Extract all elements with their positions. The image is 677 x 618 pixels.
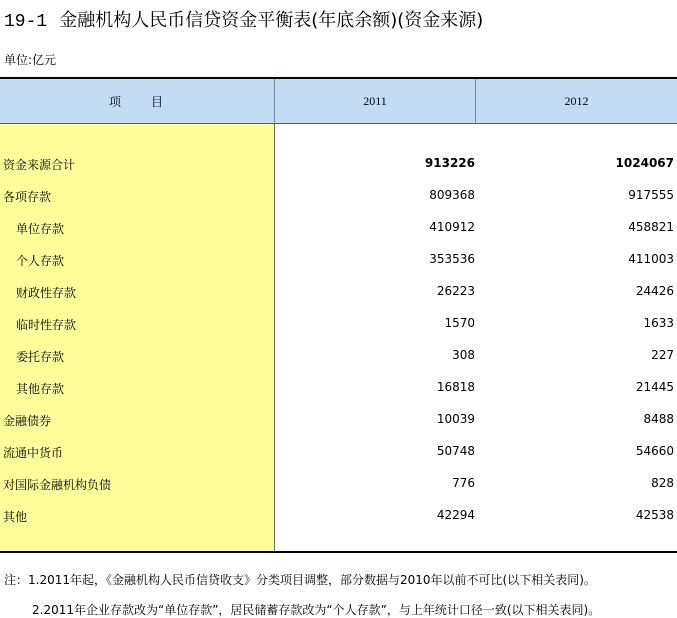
table-row — [0, 403, 677, 435]
table-row — [0, 307, 677, 339]
value-2011: 16818 — [436, 380, 475, 394]
table-row — [0, 339, 677, 371]
value-2012: 458821 — [628, 220, 674, 234]
value-2011: 809368 — [429, 188, 475, 202]
value-2011: 50748 — [436, 444, 475, 458]
value-2012: 8488 — [643, 412, 674, 426]
row-label: 财政性存款 — [16, 286, 77, 300]
value-2012: 54660 — [635, 444, 674, 458]
row-label: 金融债券 — [3, 414, 52, 428]
value-2012: 411003 — [628, 252, 674, 266]
value-2012: 917555 — [628, 188, 674, 202]
row-label: 临时性存款 — [16, 318, 77, 332]
value-2011: 913226 — [424, 156, 475, 170]
value-2012: 1633 — [643, 316, 674, 330]
row-label: 其他存款 — [16, 382, 65, 396]
value-2012: 227 — [651, 348, 674, 362]
value-2011: 353536 — [429, 252, 475, 266]
table-row — [0, 211, 677, 243]
value-2012: 1024067 — [615, 156, 674, 170]
value-2011: 26223 — [436, 284, 475, 298]
value-2011: 410912 — [429, 220, 475, 234]
value-2011: 10039 — [436, 412, 475, 426]
value-2012: 24426 — [635, 284, 674, 298]
table-row — [0, 435, 677, 467]
row-label: 资金来源合计 — [3, 158, 76, 172]
row-label: 对国际金融机构负债 — [3, 478, 112, 492]
balance-table — [0, 77, 677, 553]
header-item: 项 目 — [0, 79, 275, 124]
note-2: 2.2011年企业存款改为“单位存款”，居民储蓄存款改为“个人存款”，与上年统计口径一致(以下相关表同)。 — [32, 603, 601, 617]
row-label: 流通中货币 — [3, 446, 64, 460]
value-2011: 776 — [452, 476, 475, 490]
unit-label: 单位:亿元 — [4, 53, 57, 67]
value-2011: 1570 — [444, 316, 475, 330]
table-row — [0, 179, 677, 211]
value-2012: 21445 — [635, 380, 674, 394]
row-label: 各项存款 — [3, 190, 52, 204]
note-1: 注：1.2011年起，《金融机构人民币信贷收支》分类项目调整，部分数据与2010年以前不可比(以下相关表同)。 — [4, 573, 596, 587]
table-row — [0, 467, 677, 499]
header-year-2012: 2012 — [476, 79, 677, 124]
header-year-2011: 2011 — [275, 79, 476, 124]
value-2011: 308 — [452, 348, 475, 362]
table-title: 金融机构人民币信贷资金平衡表(年底余额)(资金来源) — [59, 10, 484, 31]
table-row — [0, 243, 677, 275]
value-2012: 42538 — [635, 508, 674, 522]
value-2011: 42294 — [436, 508, 475, 522]
page-title — [4, 6, 483, 32]
row-label: 其他 — [3, 510, 28, 524]
row-label: 个人存款 — [16, 254, 65, 268]
table-row — [0, 371, 677, 403]
table-row — [0, 147, 677, 179]
table-row — [0, 275, 677, 307]
row-label: 委托存款 — [16, 350, 65, 364]
value-2012: 828 — [651, 476, 674, 490]
table-row — [0, 499, 677, 531]
row-label: 单位存款 — [16, 222, 65, 236]
table-number: 19-1 — [4, 12, 48, 32]
